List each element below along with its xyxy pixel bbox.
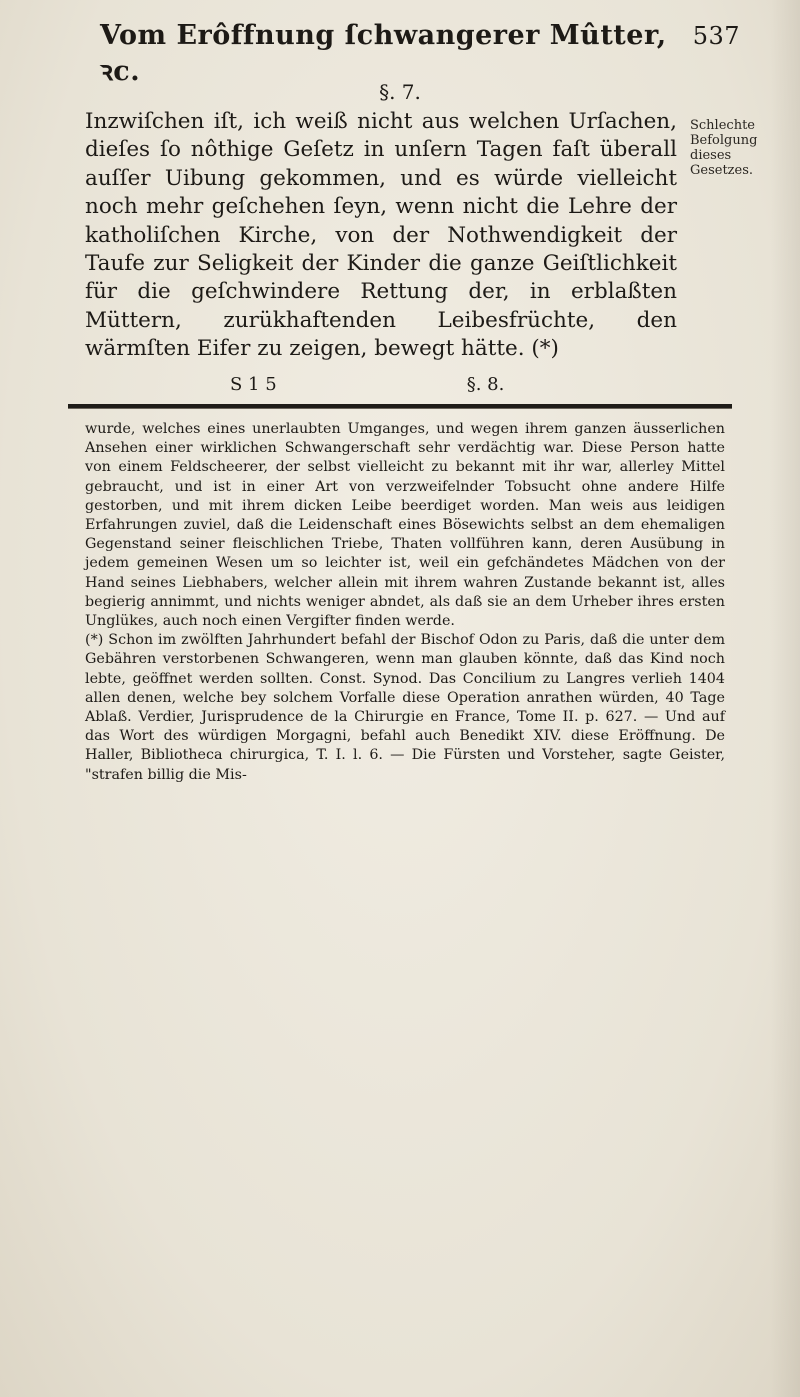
page-edge-shadow <box>770 0 800 1397</box>
footnote-rule <box>68 404 732 409</box>
running-title: Vom Erôffnung ſchwangerer Mûtter, ꝛc. <box>100 20 667 87</box>
signature-mark: S 1 5 <box>230 374 277 395</box>
footnotes <box>85 420 725 785</box>
running-head <box>100 20 740 87</box>
page-number: 537 <box>692 22 740 50</box>
main-text <box>85 108 677 364</box>
catchline <box>85 374 685 395</box>
body-paragraph: Inzwiſchen iſt, ich weiß nicht aus welchen Urſachen, dieſes ſo nôthige Geſetz in unſern Tagen faſt überall auſſer Uibung gekommen, und es würde vielleicht noch mehr geſchehen ſeyn, wenn nicht die Lehre der katholiſchen Kirche, von der Nothwendigkeit der Taufe zur Seligkeit der Kinder die ganze Geiſtlichkeit für die geſchwindere Rettung der, in erblaßten Müttern, zurükhaftenden Leibesfrüchte, den wärmſten Eifer zu zeigen, bewegt hätte. (*) <box>85 109 677 362</box>
catchword: §. 8. <box>466 374 505 395</box>
marginal-note: Schlechte Befolgung dieses Gesetzes. <box>690 118 758 178</box>
footnote-star: (*) Schon im zwölften Jahrhundert befahl der Bischof Odon zu Paris, daß die unter dem Gebähren verstorbenen Schwangeren, wenn man glauben könnte, daß das Kind noch lebte, geöffnet werden sollten. Const. Synod. Das Concilium zu Langres verlieh 1404 allen denen, welche bey solchem Vorfalle diese Operation anrathen würden, 40 Tage Ablaß. Verdier, Jurisprudence de la Chirurgie en France, Tome II. p. 627. — Und auf das Wort des würdigen Morgagni, befahl auch Benedikt XIV. diese Eröffnung. De Haller, Bibliotheca chirurgica, T. I. l. 6. — Die Fürsten und Vorsteher, sagte Geister, "strafen billig die Mis- <box>85 632 725 783</box>
footnote-continuation: wurde, welches eines unerlaubten Umganges, und wegen ihrem ganzen äusserlichen Ansehen einer wirklichen Schwangerschaft sehr verdächtig war. Diese Person hatte von einem Feldscheerer, der selbst vielleicht zu bekannt mit ihr war, allerley Mittel gebraucht, und ist in einer Art von verzweifelnder Tobsucht ohne andere Hilfe gestorben, und mit ihrem dicken Leibe beerdiget worden. Man weis aus leidigen Erfahrungen zuviel, daß die Leidenschaft eines Bösewichts selbst an dem ehemaligen Gegenstand seiner fleischlichen Triebe, Thaten vollführen kann, deren Ausübung in jedem gemeinen Wesen um so leichter ist, weil ein gefchändetes Mädchen von der Hand seines Liebhabers, welcher allein mit ihrem wahren Zustande bekannt ist, alles begierig annimmt, und nichts weniger abndet, als daß sie an dem Urheber ihres ersten Unglükes, auch noch einen Vergifter finden werde. <box>85 421 725 630</box>
section-number: §. 7. <box>379 80 421 104</box>
